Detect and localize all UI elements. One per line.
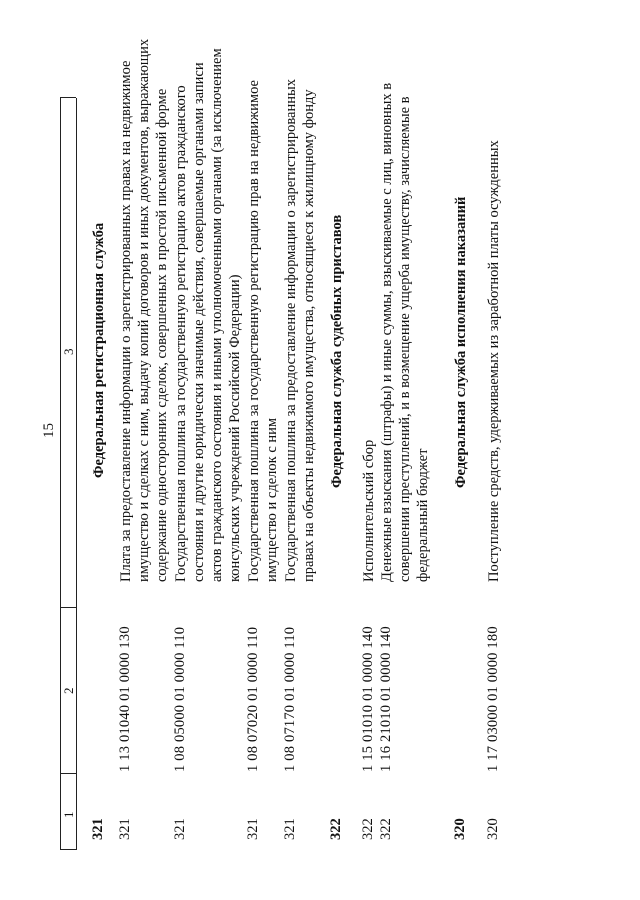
row-description-line: актов гражданского состояния и иными уполномоченными органами (за исключением xyxy=(209,48,225,582)
row-kbk-code: 1 15 01010 01 0000 140 xyxy=(360,626,376,772)
header-col-3: 3 xyxy=(61,348,76,355)
row-description-line: правах на объекты недвижимого имущества, относящиеся к жилищному фонду xyxy=(301,89,317,582)
row-description-line: Государственная пошлина за государственную регистрацию прав на недвижимое xyxy=(246,80,262,582)
row-description-line: Денежные взыскания (штрафы) и иные суммы, взыскиваемые с лиц, виновных в xyxy=(379,82,395,582)
table-header-bottom-border xyxy=(76,98,77,850)
row-description-line: Государственная пошлина за государственную регистрацию актов гражданского xyxy=(173,85,189,582)
row-admin-code: 321 xyxy=(117,818,133,840)
row-admin-code: 320 xyxy=(485,818,501,840)
row-kbk-code: 1 08 05000 01 0000 110 xyxy=(172,626,188,772)
row-admin-code: 321 xyxy=(172,818,188,840)
table-left-border xyxy=(60,849,76,850)
row-admin-code: 321 xyxy=(282,818,298,840)
row-description-line: федеральный бюджет xyxy=(415,448,431,582)
row-kbk-code: 1 16 21010 01 0000 140 xyxy=(378,626,394,772)
row-description-line: содержание односторонних сделок, совершенных в простой письменной форме xyxy=(154,88,170,582)
section-code: 320 xyxy=(452,818,468,840)
row-kbk-code: 1 08 07020 01 0000 110 xyxy=(245,626,261,772)
table-right-border xyxy=(60,97,76,98)
row-kbk-code: 1 17 03000 01 0000 180 xyxy=(485,626,501,772)
row-description-line: консульских учреждений Российской Федерации) xyxy=(227,274,243,582)
row-description-line: Поступление средств, удерживаемых из заработной платы осужденных xyxy=(486,140,502,582)
section-title: Федеральная регистрационная служба xyxy=(91,222,107,478)
row-kbk-code: 1 13 01040 01 0000 130 xyxy=(117,626,133,772)
row-description-line: Плата за предоставление информации о зарегистрированных правах на недвижимое xyxy=(118,60,134,582)
table-top-border xyxy=(60,98,61,850)
header-col-1: 1 xyxy=(61,811,76,818)
row-description-line: Исполнительский сбор xyxy=(361,439,377,582)
section-title: Федеральная служба судебных приставов xyxy=(329,214,345,488)
row-description-line: имущество и сделок с ним xyxy=(264,417,280,582)
row-admin-code: 322 xyxy=(378,818,394,840)
section-code: 322 xyxy=(328,818,344,840)
row-kbk-code: 1 08 07170 01 0000 110 xyxy=(282,626,298,772)
row-admin-code: 322 xyxy=(360,818,376,840)
page-number: 15 xyxy=(41,423,57,438)
row-description-line: состояния и другие юридически значимые действия, совершаемые органами записи xyxy=(191,62,207,582)
column-divider-2 xyxy=(60,607,76,608)
row-admin-code: 321 xyxy=(245,818,261,840)
row-description-line: имущество и сделках с ним, выдачу копий договоров и иных документов, выражающих xyxy=(136,38,152,582)
row-description-line: Государственная пошлина за предоставление информации о зарегистрированных xyxy=(283,78,299,582)
section-title: Федеральная служба исполнения наказаний xyxy=(453,196,469,488)
header-col-2: 2 xyxy=(61,687,76,694)
row-description-line: совершении преступлений, и в возмещение ущерба имуществу, зачисляемые в xyxy=(397,96,413,582)
column-divider-1 xyxy=(60,773,76,774)
section-code: 321 xyxy=(90,818,106,840)
rotated-table xyxy=(41,38,620,870)
